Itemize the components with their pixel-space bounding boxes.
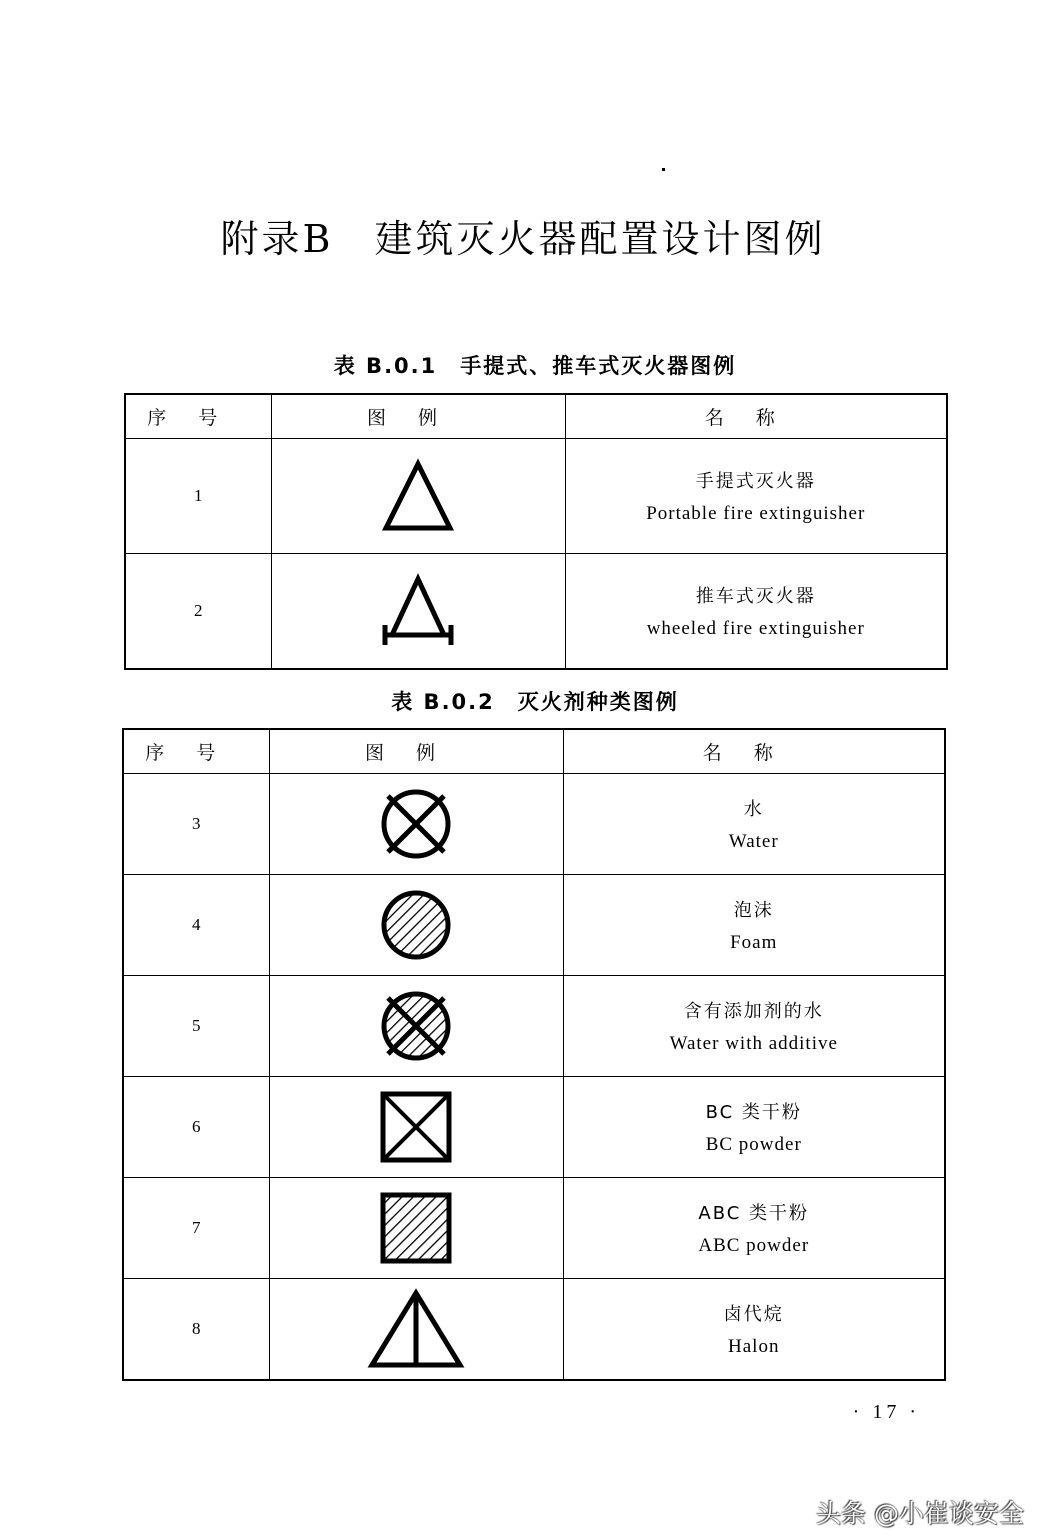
symbol-cell (269, 1279, 563, 1380)
page-title: 附录B 建筑灭火器配置设计图例 (220, 217, 826, 261)
name-chinese: BC 类干粉 (705, 1102, 802, 1123)
name-cell (565, 554, 947, 669)
page-number: · 17 · (852, 1401, 920, 1423)
name-chinese: 水 (743, 799, 764, 820)
header-number: 序号 (125, 394, 271, 439)
wheeled-triangle-icon (376, 571, 460, 651)
name-cell (563, 1279, 945, 1380)
watermark: 头条 @小崔谈安全 (816, 1499, 1024, 1528)
table-row (123, 976, 945, 1077)
stray-dot (662, 168, 665, 171)
name-english: Foam (730, 932, 778, 953)
table-row (123, 1178, 945, 1279)
header-symbol: 图例 (271, 394, 565, 439)
symbol-cell (269, 875, 563, 976)
row-number: 3 (123, 774, 269, 875)
table-row (125, 554, 947, 669)
name-english: ABC powder (698, 1235, 810, 1256)
split-triangle-icon (364, 1287, 468, 1371)
name-chinese: ABC 类干粉 (698, 1203, 810, 1224)
name-cell (563, 1178, 945, 1279)
symbol-cell (271, 554, 565, 669)
portable-wheeled-legend-table (124, 393, 948, 670)
name-cell (563, 1077, 945, 1178)
name-chinese: 推车式灭火器 (695, 585, 816, 607)
table1-caption: 表 B.0.1 手提式、推车式灭火器图例 (333, 354, 737, 378)
symbol-cell (269, 774, 563, 875)
row-number: 7 (123, 1178, 269, 1279)
table-row (125, 439, 947, 554)
header-symbol: 图例 (269, 729, 563, 774)
name-english: Water (728, 831, 779, 852)
symbol-cell (269, 1178, 563, 1279)
header-name: 名称 (565, 394, 947, 439)
header-name: 名称 (563, 729, 945, 774)
name-chinese: 含有添加剂的水 (683, 1001, 824, 1022)
agent-type-legend-table (122, 728, 946, 1381)
header-number: 序号 (123, 729, 269, 774)
row-number: 8 (123, 1279, 269, 1380)
table-row (123, 875, 945, 976)
portable-triangle-icon (378, 456, 458, 536)
name-cell (563, 774, 945, 875)
name-english: Water with additive (669, 1033, 838, 1054)
name-english: BC powder (705, 1134, 802, 1155)
table-row (123, 774, 945, 875)
table-header-row (125, 394, 947, 439)
row-number: 1 (125, 439, 271, 554)
row-number: 5 (123, 976, 269, 1077)
circle-cross-icon (376, 784, 456, 864)
hatched-circle-icon (376, 885, 456, 965)
table2-caption: 表 B.0.2 灭火剂种类图例 (391, 690, 679, 714)
table-header-row (123, 729, 945, 774)
name-english: Portable fire extinguisher (646, 503, 866, 524)
name-chinese: 卤代烷 (723, 1303, 784, 1325)
hatched-circle-cross-icon (376, 986, 456, 1066)
row-number: 2 (125, 554, 271, 669)
square-cross-icon (376, 1087, 456, 1167)
row-number: 4 (123, 875, 269, 976)
name-english: Halon (728, 1335, 780, 1357)
hatched-square-icon (376, 1188, 456, 1268)
name-chinese: 手提式灭火器 (695, 471, 816, 492)
row-number: 6 (123, 1077, 269, 1178)
name-cell (563, 976, 945, 1077)
symbol-cell (269, 976, 563, 1077)
name-cell (565, 439, 947, 554)
symbol-cell (271, 439, 565, 554)
name-english: wheeled fire extinguisher (646, 617, 865, 639)
symbol-cell (269, 1077, 563, 1178)
name-cell (563, 875, 945, 976)
table-row (123, 1077, 945, 1178)
name-chinese: 泡沫 (733, 900, 774, 921)
table-row (123, 1279, 945, 1380)
